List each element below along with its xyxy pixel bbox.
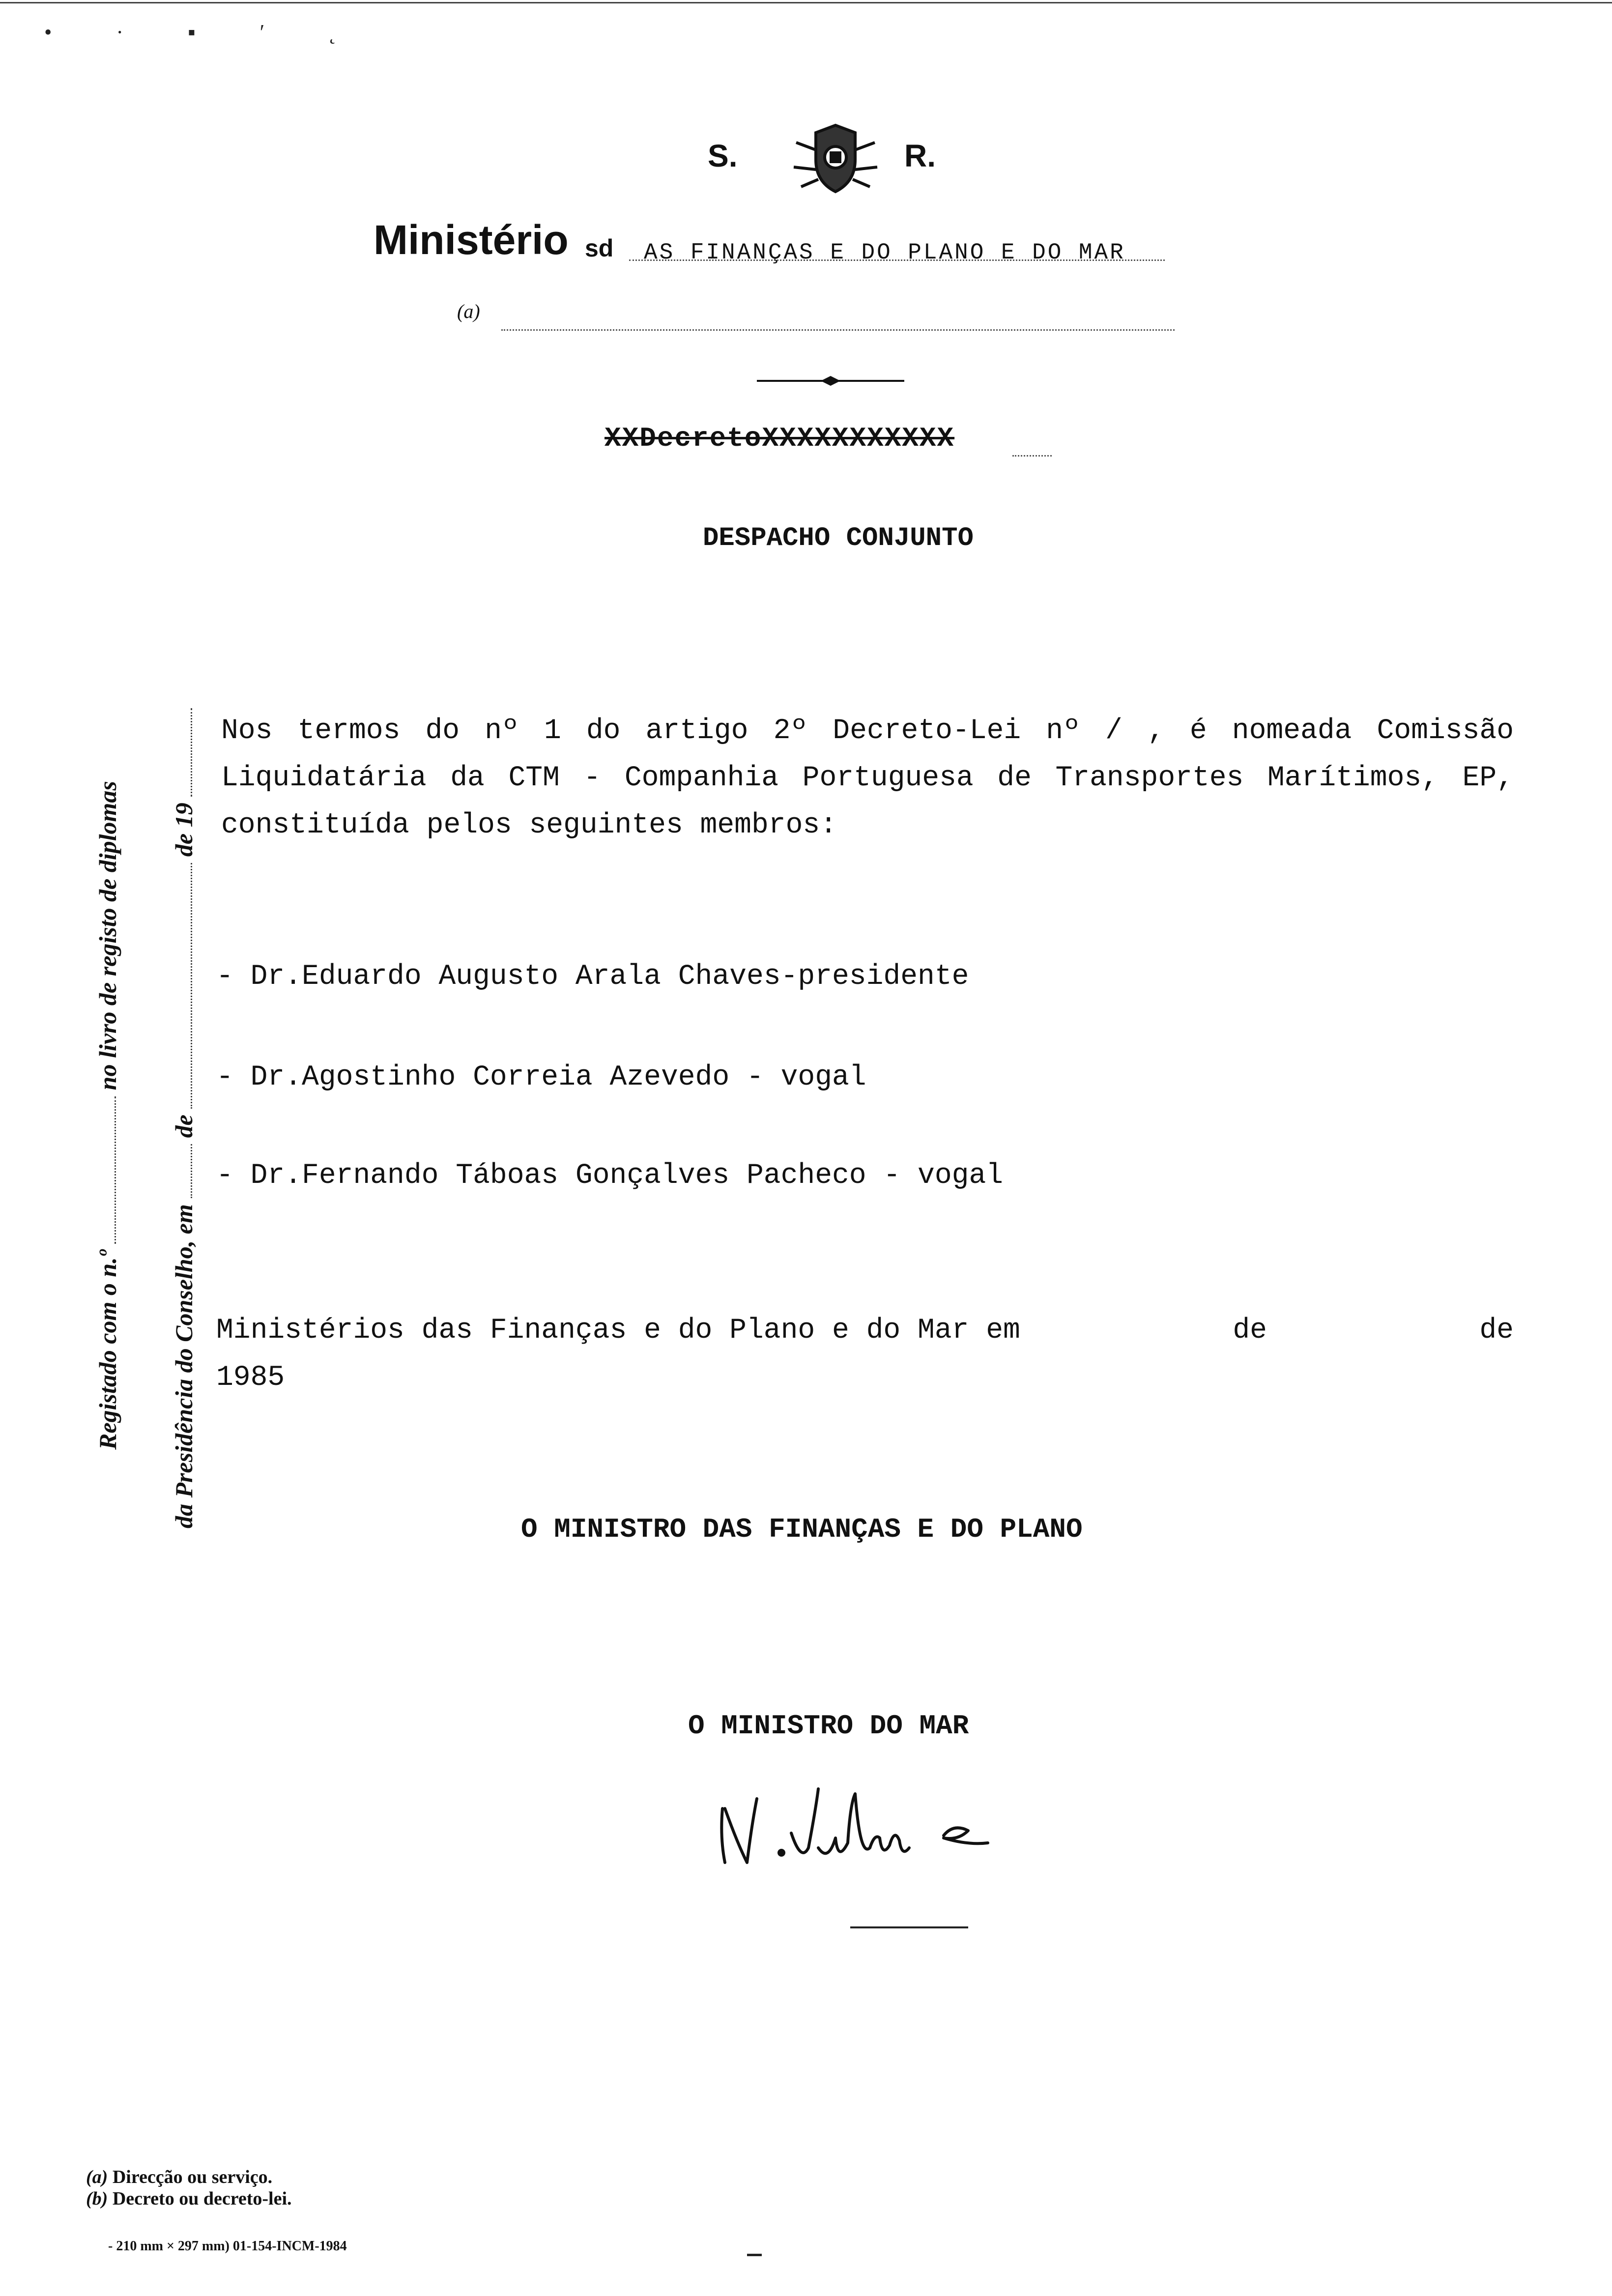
margin-dots [186,863,192,1109]
margin-line2-de1: de [170,1115,198,1138]
footnote-a-text: Direcção ou serviço. [112,2167,273,2187]
member-item: - Dr.Eduardo Augusto Arala Chaves-presidente [216,961,969,993]
state-header [708,123,953,201]
footnote-b-key: (b) [86,2188,108,2209]
struck-decree-line [604,423,1057,462]
margin-dots [186,1144,192,1198]
ornament-divider [757,373,904,388]
print-info: - 210 mm × 297 mm) 01-154-INCM-1984 [108,2239,347,2254]
date-year: 1985 [216,1362,285,1394]
margin-line2-prefix: da Presidência do Conselho, em [170,1204,198,1528]
struck-decree-text: XXDecretoXXXXXXXXXXX [604,423,955,454]
ministry-dotted-line [629,259,1165,261]
footnote-b-text: Decreto ou decreto-lei. [112,2188,292,2209]
direction-field [457,300,1214,334]
margin-dots [110,1096,116,1244]
direction-dotted-line [501,329,1175,331]
footnote-b [86,2188,292,2210]
footnote-a-key: (a) [86,2167,108,2187]
header-r-letter: R. [904,138,936,173]
margin-registration-line-1 [93,781,122,1450]
signatory-sea-minister: O MINISTRO DO MAR [688,1710,969,1742]
margin-line1-suffix: no livro de registo de diplomas [94,781,121,1091]
handwritten-signature-icon [713,1779,1116,1872]
member-item: - Dr.Fernando Táboas Gonçalves Pacheco - vogal [216,1160,1004,1192]
stray-dash-mark [747,2254,762,2256]
date-line [216,1307,1514,1402]
footnote-a [86,2166,272,2188]
date-de-1: de [1233,1315,1267,1347]
ministry-suffix: sd [585,234,614,262]
body-paragraph [221,708,1514,849]
scan-marks: • · ▪ ′ ˛ [44,20,366,44]
direction-field-label: (a) [457,300,480,322]
member-item: - Dr.Agostinho Correia Azevedo - vogal [216,1062,866,1093]
struck-dotted-line [1012,455,1052,457]
margin-registration-line-2 [170,708,198,1528]
margin-dots [186,708,192,797]
body-paragraph-text: Nos termos do nº 1 do artigo 2º Decreto-Lei nº / , é nomeada Comissão Liquidatária da CTM - Companhia Portuguesa de Transportes Marítimos, EP, constituída pelos seguintes membros: [221,715,1514,841]
coat-of-arms-icon [786,123,885,201]
margin-line1-prefix: Registado com o n.º [94,1250,121,1450]
signatory-finance-minister: O MINISTRO DAS FINANÇAS E DO PLANO [521,1514,1083,1545]
header-s-letter: S. [708,138,738,173]
document-title: DESPACHO CONJUNTO [703,523,974,553]
top-edge-rule [0,2,1612,3]
margin-line2-de2: de 19 [170,803,198,857]
date-text: Ministérios das Finanças e do Plano e do Mar em [216,1315,1020,1347]
ministry-name: AS FINANÇAS E DO PLANO E DO MAR [644,240,1125,265]
signature-underline [850,1926,968,1928]
ministry-word: Ministério [374,217,569,263]
ministry-line [374,216,1283,270]
date-de-2: de [1479,1315,1514,1347]
